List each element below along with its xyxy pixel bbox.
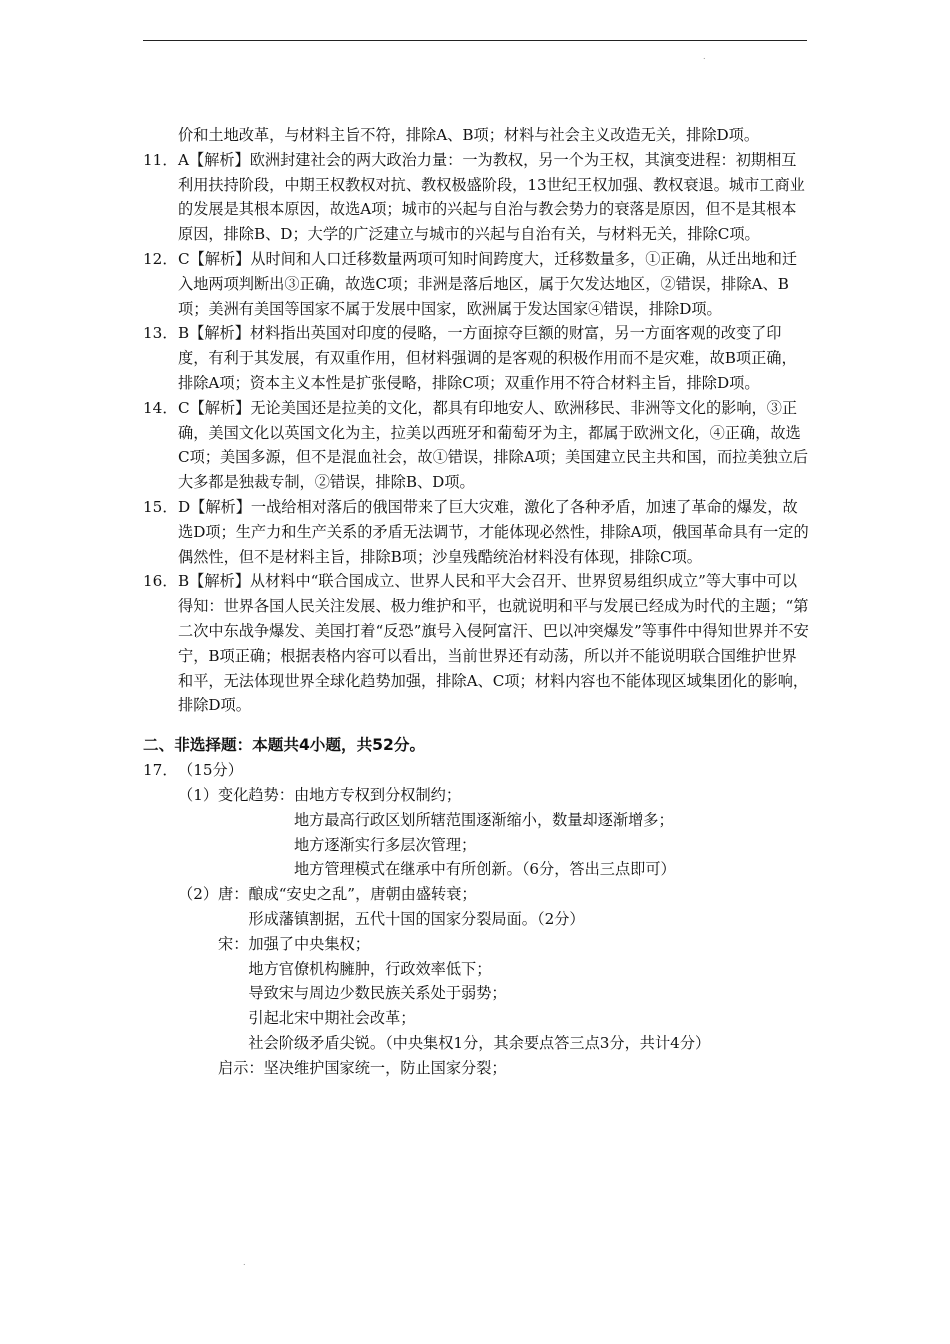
answer-line: 形成藩镇割据，五代十国的国家分裂局面。（2分） (248, 909, 585, 928)
item-number: 13． (143, 324, 178, 343)
answer-line: 加强了中央集权； (248, 934, 370, 953)
answer-line: 地方管理模式在继承中有所创新。（6分，答出三点即可） (293, 860, 676, 879)
header-rule (143, 40, 807, 41)
section-title: 二、非选择题：本题共4小题，共52分。 (143, 736, 426, 755)
scan-dot: . (703, 52, 706, 61)
answer-line: 地方逐渐实行多层次管理； (293, 835, 477, 854)
answer-line: 由地方专权到分权制约； (293, 785, 462, 804)
continuation-paragraph: 价和土地改革，与材料主旨不符，排除A、B项；材料与社会主义改造无关，排除D项。 (178, 126, 760, 144)
item-number: 17． (143, 761, 178, 780)
item-number: 11． (143, 150, 178, 169)
song-label: 宋： (218, 934, 249, 953)
part-2-label: （2）唐： (178, 885, 249, 904)
question-17-header (143, 758, 811, 783)
item-number: 16． (143, 572, 178, 591)
score-label: （15分） (178, 761, 243, 780)
insight-lines (264, 1056, 507, 1081)
part-2-tang (143, 882, 811, 932)
answer-line: 社会阶级矛盾尖锐。（中央集权1分，其余要点答三点3分，共计4分） (248, 1033, 711, 1052)
part-1-lines (294, 783, 676, 882)
item-text: D【解析】一战给相对落后的俄国带来了巨大灾难，激化了各种矛盾，加速了革命的爆发，故选D项；生产力和生产关系的矛盾无法调节，才能体现必然性，排除A项，俄国革命具有一定的偶然性，但不是材料主旨，排除B项；沙皇残酷统治材料没有体现，排除C项。 (178, 497, 809, 566)
answer-item (143, 321, 811, 395)
part-1-label: （1）变化趋势： (178, 785, 294, 804)
answer-line: 坚决维护国家统一，防止国家分裂； (263, 1058, 507, 1077)
item-number: 14． (143, 398, 178, 417)
item-text: A【解析】欧洲封建社会的两大政治力量：一为教权，另一个为王权，其演变进程：初期相互利用扶持阶段，中期王权教权对抗、教权极盛阶段，13世纪王权加强、教权衰退。城市工商业的发展是其根本原因，故选A项；城市的兴起与自治与教会势力的衰落是原因，但不是其根本原因，排除B、D；大学的广泛建立与城市的兴起与自治有关，与材料无关，排除C项。 (178, 150, 805, 244)
part-1 (143, 783, 811, 882)
answer-item (143, 569, 811, 718)
answer-item (143, 396, 811, 495)
item-number: 12． (143, 249, 178, 268)
answer-item (143, 148, 811, 247)
answer-line: 地方官僚机构臃肿，行政效率低下； (248, 959, 492, 978)
answer-line: 引起北宋中期社会改革； (248, 1009, 416, 1028)
scan-dot: . (243, 1258, 246, 1267)
part-2-insight (143, 1056, 811, 1081)
insight-label: 启示： (218, 1058, 264, 1077)
item-text: C【解析】无论美国还是拉美的文化，都具有印地安人、欧洲移民、非洲等文化的影响，③正确，美国文化以英国文化为主，拉美以西班牙和葡萄牙为主，都属于欧洲文化，④正确，故选C项；美国多源，但不是混血社会，故①错误，排除A项；美国建立民主共和国，而拉美独立后大多都是独裁专制，②错误，排除B、D项。 (178, 398, 809, 492)
tang-lines (248, 882, 584, 932)
item-text: B【解析】从材料中“联合国成立、世界人民和平大会召开、世界贸易组织成立”等大事中可以得知：世界各国人民关注发展、极力维护和平，也就说明和平与发展已经成为时代的主题；“第二次中东战争爆发、美国打着“反恐”旗号入侵阿富汗、巴以冲突爆发”等事件中得知世界并不安宁，B项正确；根据表格内容可以看出，当前世界还有动荡，所以并不能说明联合国维护世界和平，无法体现世界全球化趋势加强，排除A、C项；材料内容也不能体现区域集团化的影响，排除D项。 (178, 572, 809, 715)
item-number: 15． (143, 497, 178, 516)
part-2-song (143, 932, 811, 1056)
answer-line: 导致宋与周边少数民族关系处于弱势； (248, 984, 507, 1003)
answer-line: 地方最高行政区划所辖范围逐渐缩小，数量却逐渐增多； (293, 810, 674, 829)
song-lines (248, 932, 710, 1056)
answer-content (143, 123, 811, 1080)
answer-item (143, 247, 811, 321)
answer-item (143, 495, 811, 569)
item-text: B【解析】材料指出英国对印度的侵略，一方面掠夺巨额的财富，另一方面客观的改变了印度，有利于其发展，有双重作用，但材料强调的是客观的积极作用而不是灾难，故B项正确，排除A项；资本主义本性是扩张侵略，排除C项；双重作用不符合材料主旨，排除D项。 (178, 324, 797, 392)
item-text: C【解析】从时间和人口迁移数量两项可知时间跨度大，迁移数量多，①正确，从迁出地和迁入地两项判断出③正确，故选C项；非洲是落后地区，属于欠发达地区，②错误，排除A、B项；美洲有美国等国家不属于发展中国家，欧洲属于发达国家④错误，排除D项。 (178, 249, 798, 318)
answer-line: 酿成“安史之乱”，唐朝由盛转衰； (248, 885, 477, 904)
